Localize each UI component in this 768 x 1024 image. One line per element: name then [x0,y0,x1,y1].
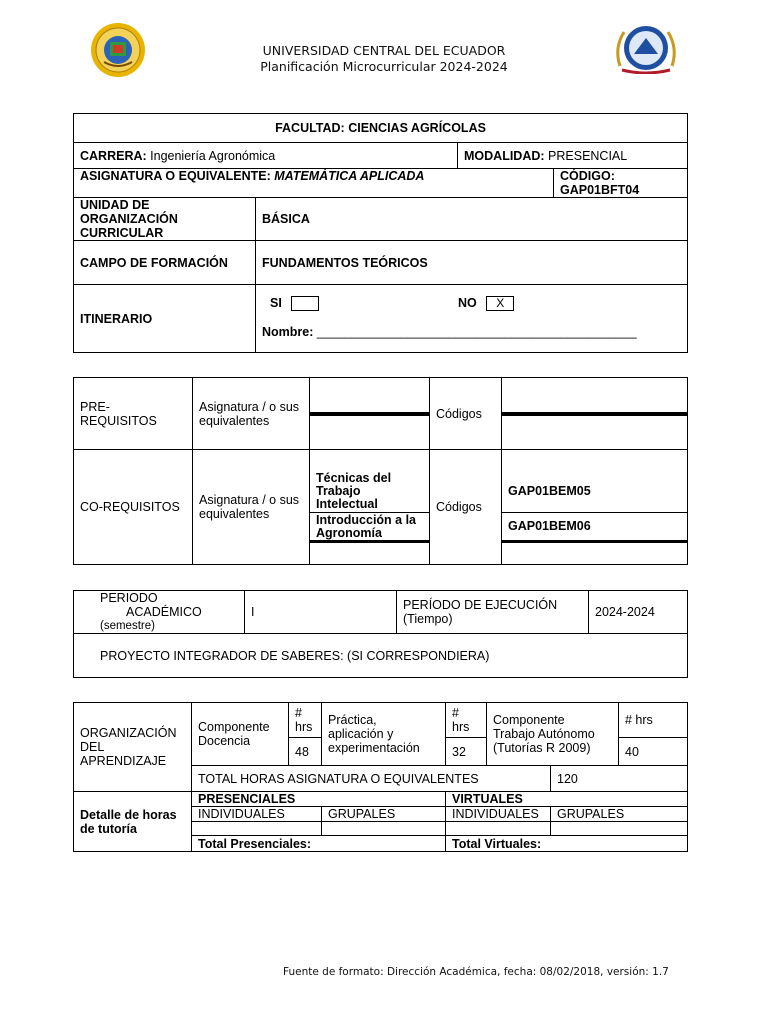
coreq-codes-label: Códigos [430,450,502,565]
subject-cell [74,169,554,198]
academic-period-value: I [245,591,397,634]
coreq-codes [502,450,688,565]
career-value: Ingeniería Agronómica [150,148,276,163]
coreq-code-2: GAP01BEM06 [502,513,687,541]
total-hours-label: TOTAL HORAS ASIGNATURA O EQUIVALENTES [192,766,551,792]
period-table [73,590,688,678]
virtual-header: VIRTUALES [446,792,688,807]
prereq-codes-label: Códigos [430,378,502,450]
career-cell [74,143,458,169]
in-person-group-value [322,822,446,836]
itinerary-options [256,285,688,353]
requisites-table [73,377,688,565]
total-in-person: Total Presenciales: [192,836,446,852]
learning-organization-table [73,702,688,852]
practice-hours-value: 32 [446,738,487,766]
modality-cell [458,143,688,169]
coreq-subject-2: Introducción a la Agronomía [310,513,429,541]
subject-value: MATEMÁTICA APLICADA [274,169,425,183]
itinerary-no: NO X [458,296,514,311]
document-subtitle: Planificación Microcurricular 2024-2024 [260,59,508,74]
field-value: FUNDAMENTOS TEÓRICOS [256,241,688,285]
faculty-title: FACULTAD: CIENCIAS AGRÍCOLAS [74,114,688,143]
unit-label: UNIDAD DE ORGANIZACIÓN CURRICULAR [74,198,256,241]
code-value: GAP01BFT04 [560,183,640,197]
practice-hours-label: # hrs [446,703,487,738]
in-person-individual-value [192,822,322,836]
prereq-subject-label: Asignatura / o sus equivalentes [193,378,310,450]
in-person-individual: INDIVIDUALES [192,807,322,822]
virtual-individual-value [446,822,551,836]
career-label: CARRERA: [80,148,147,163]
autonomous-component-label: Componente Trabajo Autónomo (Tutorías R 2009) [487,703,619,766]
virtual-individual: INDIVIDUALES [446,807,551,822]
code-label: CÓDIGO: [560,169,615,183]
itinerary-no-checkbox[interactable]: X [486,296,514,311]
general-info-table [73,113,688,353]
total-virtual: Total Virtuales: [446,836,688,852]
prereq-label: PRE- REQUISITOS [74,378,193,450]
coreq-subject-label: Asignatura / o sus equivalentes [193,450,310,565]
total-hours-value: 120 [551,766,688,792]
autonomous-hours-value: 40 [619,738,688,766]
autonomous-hours-label: # hrs [619,703,688,738]
unit-value: BÁSICA [256,198,688,241]
learning-organization-label: ORGANIZACIÓN DEL APRENDIZAJE [74,703,192,792]
execution-period-label: PERÍODO DE EJECUCIÓN (Tiempo) [397,591,589,634]
modality-value: PRESENCIAL [548,148,628,163]
practice-component-label: Práctica, aplicación y experimentación [322,703,446,766]
integrating-project: PROYECTO INTEGRADOR DE SABERES: (SI CORRESPONDIERA) [74,634,688,678]
itinerary-name-field[interactable]: ______________________________________________ [316,325,637,339]
prereq-codes [502,378,688,450]
coreq-code-1: GAP01BEM05 [502,471,687,513]
teaching-hours-label: # hrs [289,703,322,738]
execution-period-value: 2024-2024 [589,591,688,634]
in-person-group: GRUPALES [322,807,446,822]
coreq-label: CO-REQUISITOS [74,450,193,565]
code-cell [554,169,688,198]
itinerary-si-checkbox[interactable] [291,296,319,311]
field-label: CAMPO DE FORMACIÓN [74,241,256,285]
itinerary-name: Nombre: ______________________________________________ [262,325,637,339]
virtual-group: GRUPALES [551,807,688,822]
university-name: UNIVERSIDAD CENTRAL DEL ECUADOR [262,43,506,58]
itinerary-label: ITINERARIO [74,285,256,353]
coreq-subjects [310,450,430,565]
itinerary-si: SI [270,296,319,311]
prereq-subjects [310,378,430,450]
format-source-footer: Fuente de formato: Dirección Académica, fecha: 08/02/2018, versión: 1.7 [283,966,669,978]
subject-label: ASIGNATURA O EQUIVALENTE: [80,169,271,183]
coreq-subject-1: Técnicas del Trabajo Intelectual [310,471,429,513]
tutoring-detail-label: Detalle de horas de tutoría [74,792,192,852]
academic-period-label: PERIODO ACADÉMICO (semestre) [74,591,245,634]
in-person-header: PRESENCIALES [192,792,446,807]
teaching-component-label: Componente Docencia [192,703,289,766]
virtual-group-value [551,822,688,836]
modality-label: MODALIDAD: [464,148,545,163]
teaching-hours-value: 48 [289,738,322,766]
